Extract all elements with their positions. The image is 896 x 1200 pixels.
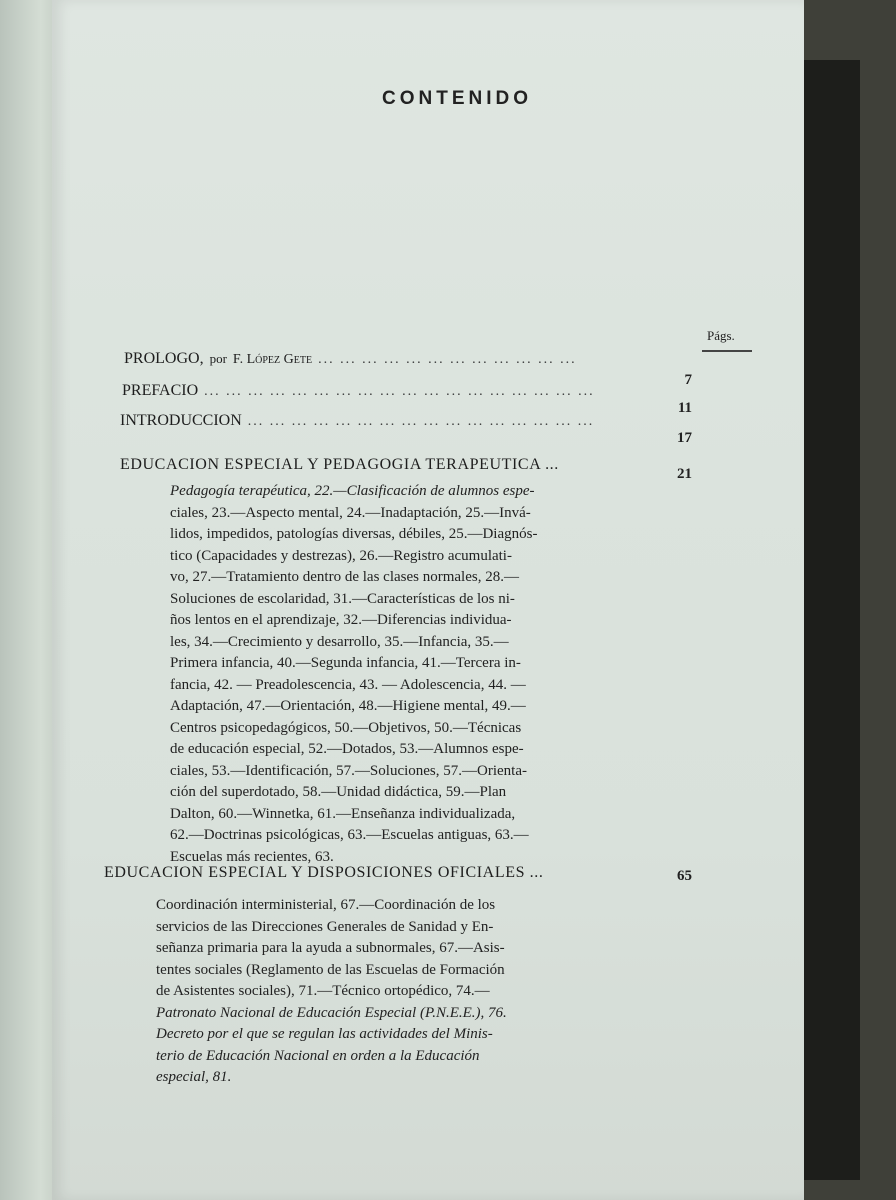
toc-section-label: EDUCACION ESPECIAL Y PEDAGOGIA TERAPEUTICA ...: [120, 456, 559, 473]
summary-line: Coordinación interministerial, 67.—Coordinación de los: [156, 897, 496, 913]
summary-line: Decreto por el que se regulan las actividades del Minis-: [156, 1026, 493, 1042]
toc-entry-label: PREFACIO: [122, 382, 199, 399]
toc-section-heading: [120, 456, 700, 474]
section-summary: [156, 895, 696, 1089]
summary-line: de Asistentes sociales), 71.—Técnico ortopédico, 74.—: [156, 983, 490, 999]
toc-page-number: 11: [677, 400, 692, 416]
summary-line: 62.—Doctrinas psicológicas, 63.—Escuelas antiguas, 63.—: [170, 827, 529, 843]
summary-line: Adaptación, 47.—Orientación, 48.—Higiene mental, 49.—: [170, 698, 526, 714]
summary-line: señanza primaria para la ayuda a subnormales, 67.—Asis-: [156, 940, 505, 956]
toc-page-number: 21: [677, 466, 692, 482]
toc-page-number: 7: [684, 372, 692, 388]
toc-leader-dots: ... ... ... ... ... ... ... ... ... ... ... ... ... ... ... ...: [247, 414, 595, 429]
summary-line: servicios de las Direcciones Generales de Sanidad y En-: [156, 918, 494, 935]
summary-line: tentes sociales (Reglamento de las Escuelas de Formación: [156, 961, 505, 978]
toc-entry-label: PROLOGO,: [124, 350, 204, 367]
toc-entry-prologo: [124, 350, 696, 368]
toc-page-number: 17: [677, 430, 692, 446]
summary-line: tico (Capacidades y destrezas), 26.—Registro acumulati-: [170, 547, 512, 564]
summary-line: ción del superdotado, 58.—Unidad didáctica, 59.—Plan: [170, 784, 507, 800]
summary-line: Pedagogía terapéutica, 22.—Clasificación de alumnos espe-: [170, 483, 535, 499]
summary-line: de educación especial, 52.—Dotados, 53.—Alumnos espe-: [170, 741, 524, 757]
summary-line: les, 34.—Crecimiento y desarrollo, 35.—Infancia, 35.—: [170, 633, 509, 650]
toc-entry-author: F. López Gete: [232, 352, 313, 367]
summary-line: Centros psicopedagógicos, 50.—Objetivos, 50.—Técnicas: [170, 719, 522, 736]
toc-entry-by: por: [209, 351, 227, 366]
book-page: [52, 0, 804, 1200]
summary-line: vo, 27.—Tratamiento dentro de las clases normales, 28.—: [170, 569, 519, 585]
summary-line: fancia, 42. — Preadolescencia, 43. — Adolescencia, 44. —: [170, 676, 526, 693]
summary-line: Soluciones de escolaridad, 31.—Características de los ni-: [170, 590, 515, 607]
toc-entry-label: INTRODUCCION: [120, 412, 242, 429]
toc-section-heading: [104, 864, 704, 882]
summary-line: Escuelas más recientes, 63.: [170, 848, 334, 865]
facing-page-edge: [0, 0, 59, 1200]
summary-line: Dalton, 60.—Winnetka, 61.—Enseñanza individualizada,: [170, 805, 516, 822]
section-summary: [170, 481, 696, 868]
summary-line: lidos, impedidos, patologías diversas, débiles, 25.—Diagnós-: [170, 526, 538, 542]
toc-leader-dots: ... ... ... ... ... ... ... ... ... ... ... ...: [318, 352, 577, 367]
toc-section-label: EDUCACION ESPECIAL Y DISPOSICIONES OFICIALES ...: [104, 864, 544, 881]
summary-line: Patronato Nacional de Educación Especial (P.N.E.E.), 76.: [156, 1004, 507, 1021]
toc-leader-dots: ... ... ... ... ... ... ... ... ... ... ... ... ... ... ... ... ... ...: [204, 384, 595, 399]
toc-entry-introduccion: [120, 412, 696, 430]
summary-line: ciales, 23.—Aspecto mental, 24.—Inadaptación, 25.—Invá-: [170, 504, 531, 521]
toc-page-number: 65: [677, 868, 692, 884]
summary-line: especial, 81.: [156, 1069, 232, 1085]
summary-line: terio de Educación Nacional en orden a la Educación: [156, 1047, 480, 1064]
summary-line: ños lentos en el aprendizaje, 32.—Diferencias individua-: [170, 612, 512, 628]
summary-line: ciales, 53.—Identificación, 57.—Soluciones, 57.—Orienta-: [170, 762, 527, 779]
pages-column-label: Págs.: [707, 328, 735, 343]
page-title: CONTENIDO: [382, 88, 532, 109]
summary-line: Primera infancia, 40.—Segunda infancia, 41.—Tercera in-: [170, 655, 521, 671]
pages-column-rule: [702, 350, 752, 352]
toc-entry-prefacio: [122, 382, 696, 400]
